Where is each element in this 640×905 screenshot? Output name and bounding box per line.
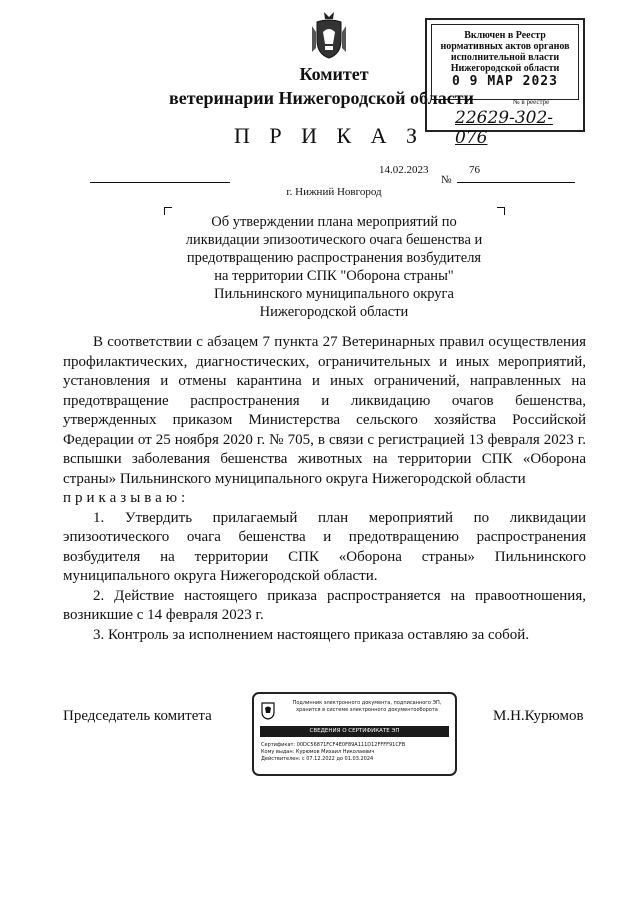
decree-word: приказываю: xyxy=(63,490,190,506)
document-body xyxy=(63,333,586,645)
number-underline xyxy=(457,182,575,183)
order-item-3: 3. Контроль за исполнением настоящего приказа оставляю за собой. xyxy=(93,626,530,643)
registry-stamp-text-4: Нижегородской области xyxy=(450,63,560,74)
preamble-paragraph: В соответствии с абзацем 7 пункта 27 Ветеринарных правил осуществления профилактических, диагностических, ограничительных и иных мероприятий, установления и отмены карантина и иных ограничений, направленных на предотвращение распространения и ликвидацию очагов бешенства, утвержденных приказом Министерства сельского хозяйства Российской Федерации от 25 ноября 2020 г. № 705, в связи с регистрацией 13 февраля 2023 г. вспышки заболевания бешенства животных на территории СПК «Оборона страны» Пильнинского муниципального округа Нижегородской области xyxy=(63,334,586,487)
subject-line: Пильнинского муниципального округа xyxy=(214,286,454,302)
registry-number: 22629-302-076 xyxy=(455,108,554,148)
registry-stamp-text-1: Включен в Реестр xyxy=(464,30,546,41)
registry-stamp-text-3: исполнительной власти xyxy=(450,52,560,63)
ecp-header-line: Подлинник электронного документа, подписанного ЭП, xyxy=(292,700,442,706)
coat-of-arms-icon xyxy=(260,701,276,720)
org-name-line2: ветеринарии Нижегородской области xyxy=(169,88,474,108)
ecp-certificate: Сертификат: 00DC56871FCF4E0F89A111D12FFFF91CFB xyxy=(261,742,406,748)
document-subject xyxy=(150,213,518,321)
document-date: 14.02.2023 xyxy=(379,164,429,176)
date-underline xyxy=(90,182,230,183)
order-item-2: 2. Действие настоящего приказа распространяется на правоотношения, возникшие с 14 февраля 2023 г. xyxy=(63,587,586,623)
ecp-certificate-bar: СВЕДЕНИЯ О СЕРТИФИКАТЕ ЭП xyxy=(260,726,449,737)
subject-line: Об утверждении плана мероприятий по xyxy=(211,214,457,230)
order-item-1: 1. Утвердить прилагаемый план мероприятий по ликвидации эпизоотического очага бешенства и предотвращению распространения возбудителя на территории СПК «Оборона страны» Пильнинского муниципального округа Нижегородской области. xyxy=(63,509,586,584)
signatory-position: Председатель комитета xyxy=(63,708,212,724)
registry-stamp-text-2: нормативных актов органов xyxy=(440,41,570,52)
ecp-owner: Кому выдан: Курюмов Михаил Николаевич xyxy=(261,749,375,755)
coat-of-arms-icon xyxy=(311,10,347,60)
city: г. Нижний Новгород xyxy=(286,186,382,198)
number-sign: № xyxy=(441,174,452,186)
ecp-validity: Действителен: с 07.12.2022 до 01.03.2024 xyxy=(261,756,374,762)
ecp-header-line: хранится в системе электронного документооборота xyxy=(296,706,438,713)
subject-line: ликвидации эпизоотического очага бешенства и xyxy=(185,232,483,248)
subject-line: предотвращению распространения возбудителя xyxy=(186,250,482,266)
org-name-line1: Комитет xyxy=(299,64,369,84)
electronic-signature-stamp xyxy=(252,692,457,776)
document-title: П Р И К А З xyxy=(233,123,425,148)
registry-number-label: № в реестре xyxy=(513,98,550,106)
subject-line: Нижегородской области xyxy=(259,304,409,320)
ecp-header xyxy=(281,700,453,713)
signatory-name: М.Н.Курюмов xyxy=(493,708,584,724)
document-number: 76 xyxy=(469,164,480,176)
registry-stamp-date: 0 9 МАР 2023 xyxy=(452,74,558,89)
subject-line: на территории СПК "Оборона страны" xyxy=(214,268,454,284)
